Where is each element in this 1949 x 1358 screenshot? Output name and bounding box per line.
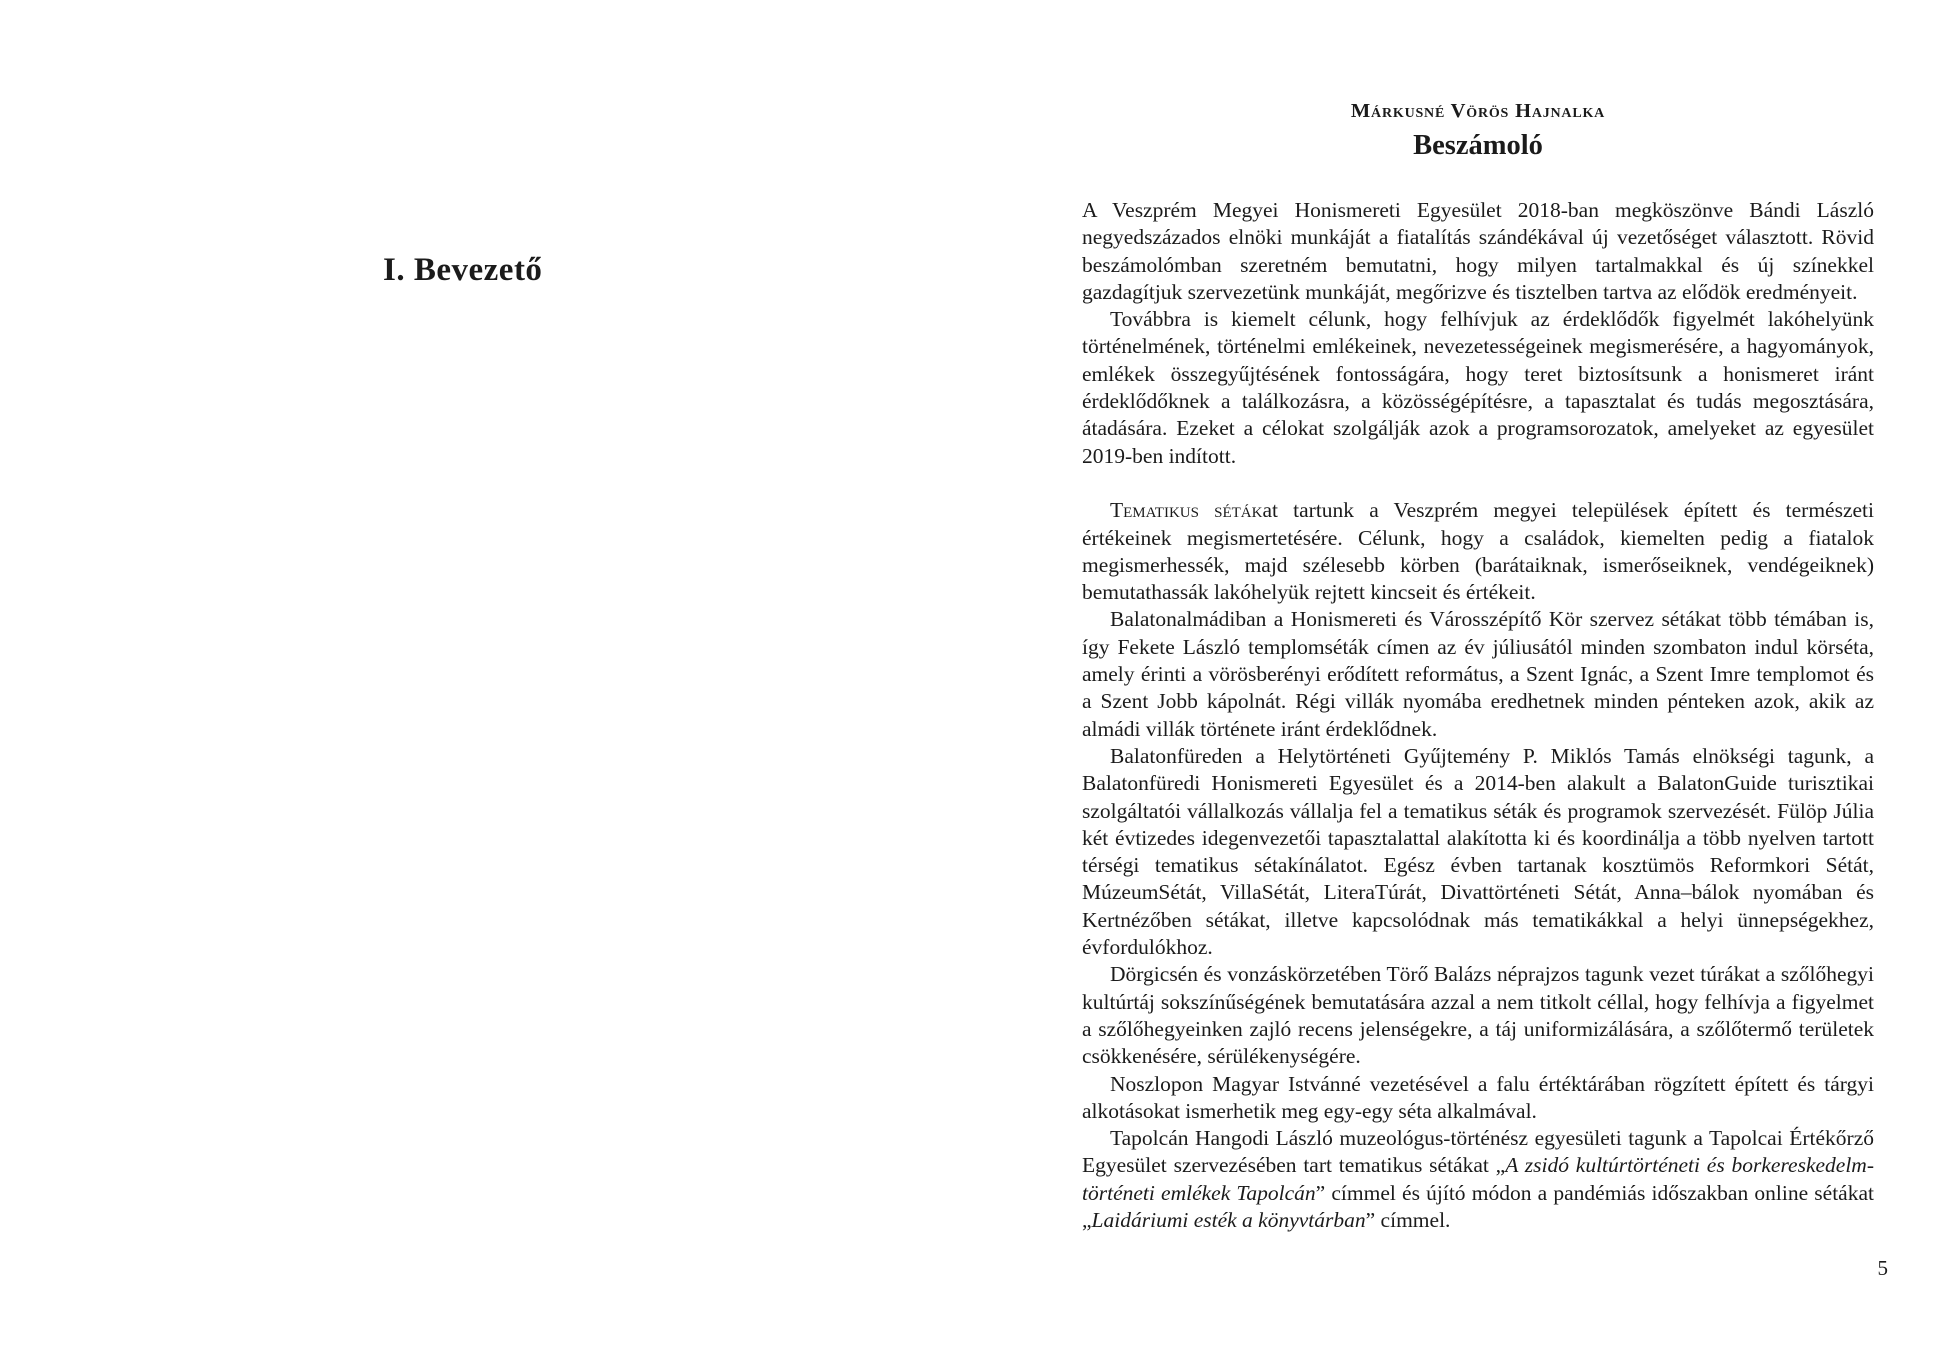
author-name: Márkusné Vörös Hajnalka — [1350, 100, 1606, 122]
paragraph-text: Balatonfüreden a Helytörténeti Gyűjtemény P. Miklós Tamás elnökségi tagunk, a Balatonfüredi Honismereti Egyesület és a 2014-ben alakult a BalatonGuide turisztikai szolgáltatói vállalkozás vállalja fel a tematikus séták és programok szervezését. Fülöp Júlia két évtizedes idegenvezetői tapasztalattal alakította ki és koordinálja a több nyelven tartott térségi tematikus sétakínálatot. Egész évben tartanak kosztümös Reformkori Sétát, MúzeumSétát, VillaSétát, LiteraTúrát, Divattörténeti Sétát, Anna–bálok nyomában és Kertnézőben sétákat, illetve kapcsolódnak más tematikákkal a helyi ünnepségekhez, évfordulókhoz. — [1082, 743, 1874, 960]
paragraph-text: Tapolcán Hangodi László muzeológus-történész egyesületi tagunk a Tapolcai Értékőrző Egyesület szervezésében tart tematikus sétákat „ — [1082, 1126, 1874, 1178]
smallcaps-lead: Tematikus séták — [1110, 498, 1263, 523]
report-title: Beszámoló — [1413, 130, 1543, 161]
paragraph-balatonfured — [1082, 743, 1874, 961]
right-page — [1082, 0, 1888, 1358]
paragraph-text: ” címmel. — [1365, 1207, 1451, 1232]
paragraph-text: Noszlopon Magyar Istvánné vezetésével a falu értéktárában rögzített épített és tárgyi alkotásokat ismerhetik meg egy-egy séta alkalmával. — [1082, 1071, 1874, 1123]
paragraph-intro — [1082, 197, 1874, 306]
paragraph-text: at tartunk a Veszprém megyei települések épített és természeti értékeinek megismertetésére. Célunk, hogy a családok, kiemelten pedig a fiatalok megismerhessék, majd szélesebb körben (barátaiknak, ismerőseiknek, vendégeiknek) bemutathassák lakóhelyük rejtett kincseit és értékeit. — [1082, 498, 1875, 605]
paragraph-text: ” címmel és újító módon a pandémiás időszakban online sétákat „ — [1082, 1180, 1874, 1232]
paragraph-balatonalmadi — [1082, 606, 1874, 742]
paragraph-goals — [1082, 306, 1874, 470]
italic-quote-1: A zsidó kultúrtörténeti és borkereskedelm-történeti emlékek Tapolcán — [1082, 1153, 1874, 1205]
paragraph-text: Balatonalmádiban a Honismereti és Városszépítő Kör szervez sétákat több témában is, így Fekete László templomséták címen az év júliusától minden szombaton indul körséta, amely érinti a vörösberényi erődített református, a Szent Ignác, a Szent Imre templomot és a Szent Jobb kápolnát. Régi villák nyomába eredhetnek minden pénteken azok, akik az almádi villák története iránt érdeklődnek. — [1082, 607, 1874, 741]
body-text — [1082, 197, 1874, 1234]
paragraph-text: Dörgicsén és vonzáskörzetében Törő Balázs néprajzos tagunk vezet túrákat a szőlőhegyi kultúrtáj sokszínűségének bemutatására azzal a nem titkolt céllal, hogy felhívja a figyelmet a szőlőhegyeinken zajló recens jelenségekre, a táj uniformizálására, a szőlőtermő területek csökkenésére, sérülékenységére. — [1082, 962, 1874, 1069]
italic-quote-2: Laidáriumi esték a könyvtárban — [1091, 1207, 1366, 1232]
paragraph-thematic-walks — [1082, 497, 1874, 606]
paragraph-text: A Veszprém Megyei Honismereti Egyesület 2018-ban megköszönve Bándi László negyedszázados elnöki munkáját a fiatalítás szándékával új vezetőséget választott. Rövid beszámolómban szeretném bemutatni, hogy milyen tartalmakkal és új színekkel gazdagítjuk szervezetünk munkáját, megőrizve és tisztelben tartva az elődök eredményeit. — [1082, 198, 1874, 304]
paragraph-noszlop — [1082, 1071, 1874, 1126]
paragraph-text: Továbbra is kiemelt célunk, hogy felhívjuk az érdeklődők figyelmét lakóhelyünk történelmének, történelmi emlékeinek, nevezetességeinek megismerésére, a hagyományok, emlékek összegyűjtésének fontosságára, hogy teret biztosítsunk a honismeret iránt érdeklődőknek a találkozásra, a közösségépítésre, a tapasztalat és tudás megosztására, átadására. Ezeket a célokat szolgálják azok a programsorozatok, amelyeket az egyesület 2019-ben indított. — [1082, 307, 1874, 468]
chapter-heading: I. Bevezető — [383, 252, 543, 288]
page-number: 5 — [1877, 1256, 1888, 1280]
paragraph-dorgicse — [1082, 961, 1874, 1070]
paragraph-tapolca — [1082, 1125, 1874, 1234]
